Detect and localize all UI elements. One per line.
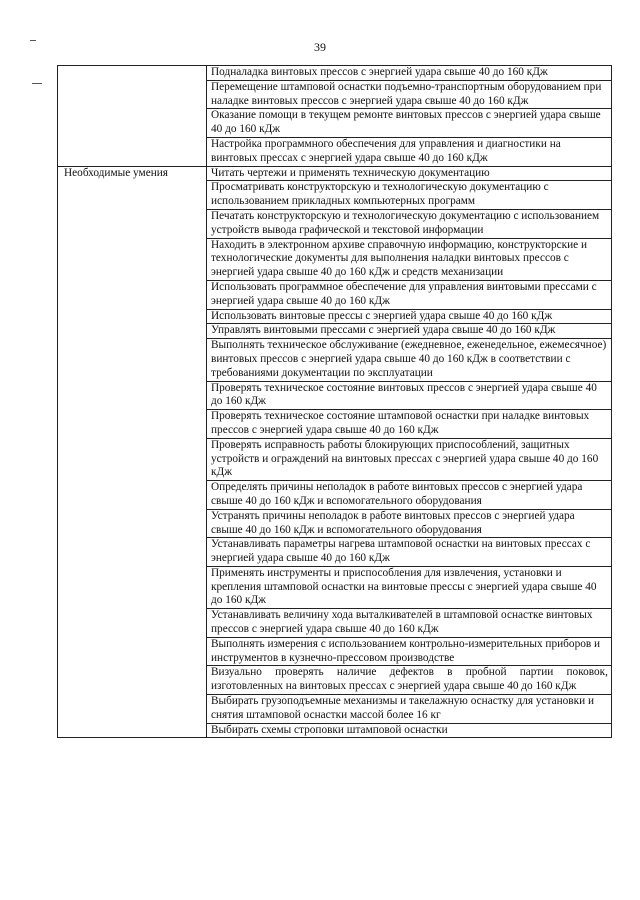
table-row	[58, 66, 612, 81]
page-number: 39	[314, 40, 326, 54]
requirement-item: Визуально проверять наличие дефектов в пробной партии поковок, изготовленных на винтовых прессах с энергией удара свыше 40 до 160 кДж	[207, 666, 612, 695]
requirement-item: Подналадка винтовых прессов с энергией удара свыше 40 до 160 кДж	[207, 66, 612, 81]
table-row	[58, 166, 612, 181]
requirement-item: Читать чертежи и применять техническую документацию	[207, 166, 612, 181]
requirement-item: Использовать программное обеспечение для управления винтовыми прессами с энергией удара свыше 40 до 160 кДж	[207, 280, 612, 309]
requirement-item: Управлять винтовыми прессами с энергией удара свыше 40 до 160 кДж	[207, 324, 612, 339]
requirement-item: Устанавливать параметры нагрева штамповой оснастки на винтовых прессах с энергией удара свыше 40 до 160 кДж	[207, 538, 612, 567]
margin-mark	[32, 83, 42, 84]
requirement-item: Проверять исправность работы блокирующих приспособлений, защитных устройств и ограждений на винтовых прессах с энергией удара свыше 40 до 160 кДж	[207, 438, 612, 480]
requirement-item: Выполнять измерения с использованием контрольно-измерительных приборов и инструментов в кузнечно-прессовом производстве	[207, 637, 612, 666]
requirement-item: Выбирать грузоподъемные механизмы и такелажную оснастку для установки и снятия штамповой оснастки массой более 16 кг	[207, 695, 612, 724]
requirement-item: Выбирать схемы строповки штамповой оснастки	[207, 723, 612, 738]
requirement-item: Перемещение штамповой оснастки подъемно-транспортным оборудованием при наладке винтовых прессов с энергией удара свыше 40 до 160 кДж	[207, 80, 612, 109]
requirement-item: Выполнять техническое обслуживание (ежедневное, еженедельное, ежемесячное) винтовых прессов с энергией удара свыше 40 до 160 кДж в соответствии с требованиями документации по эксплуатации	[207, 339, 612, 381]
requirement-item: Настройка программного обеспечения для управления и диагностики на винтовых прессах с энергией удара свыше 40 до 160 кДж	[207, 137, 612, 166]
requirement-item: Применять инструменты и приспособления для извлечения, установки и крепления штамповой оснастки на винтовые прессы с энергией удара свыше 40 до 160 кДж	[207, 566, 612, 608]
section-label: Необходимые умения	[58, 166, 207, 738]
requirements-table	[57, 65, 612, 738]
requirement-item: Оказание помощи в текущем ремонте винтовых прессов с энергией удара свыше 40 до 160 кДж	[207, 109, 612, 138]
requirement-item: Проверять техническое состояние винтовых прессов с энергией удара свыше 40 до 160 кДж	[207, 381, 612, 410]
section-label	[58, 66, 207, 167]
requirement-item: Использовать винтовые прессы с энергией удара свыше 40 до 160 кДж	[207, 309, 612, 324]
requirement-item: Просматривать конструкторскую и технологическую документацию с использованием прикладных компьютерных программ	[207, 181, 612, 210]
requirement-item: Определять причины неполадок в работе винтовых прессов с энергией удара свыше 40 до 160 кДж и вспомогательного оборудования	[207, 481, 612, 510]
margin-mark	[30, 40, 36, 41]
requirement-item: Устанавливать величину хода выталкивателей в штамповой оснастке винтовых прессов с энергией удара свыше 40 до 160 кДж	[207, 609, 612, 638]
requirement-item: Находить в электронном архиве справочную информацию, конструкторские и технологические документы для выполнения наладки винтовых прессов с энергией удара свыше 40 до 160 кДж и средств механизации	[207, 238, 612, 280]
requirement-item: Печатать конструкторскую и технологическую документацию с использованием устройств вывода графической и текстовой информации	[207, 209, 612, 238]
requirement-item: Проверять техническое состояние штамповой оснастки при наладке винтовых прессов с энергией удара свыше 40 до 160 кДж	[207, 410, 612, 439]
requirement-item: Устранять причины неполадок в работе винтовых прессов с энергией удара свыше 40 до 160 кДж и вспомогательного оборудования	[207, 509, 612, 538]
